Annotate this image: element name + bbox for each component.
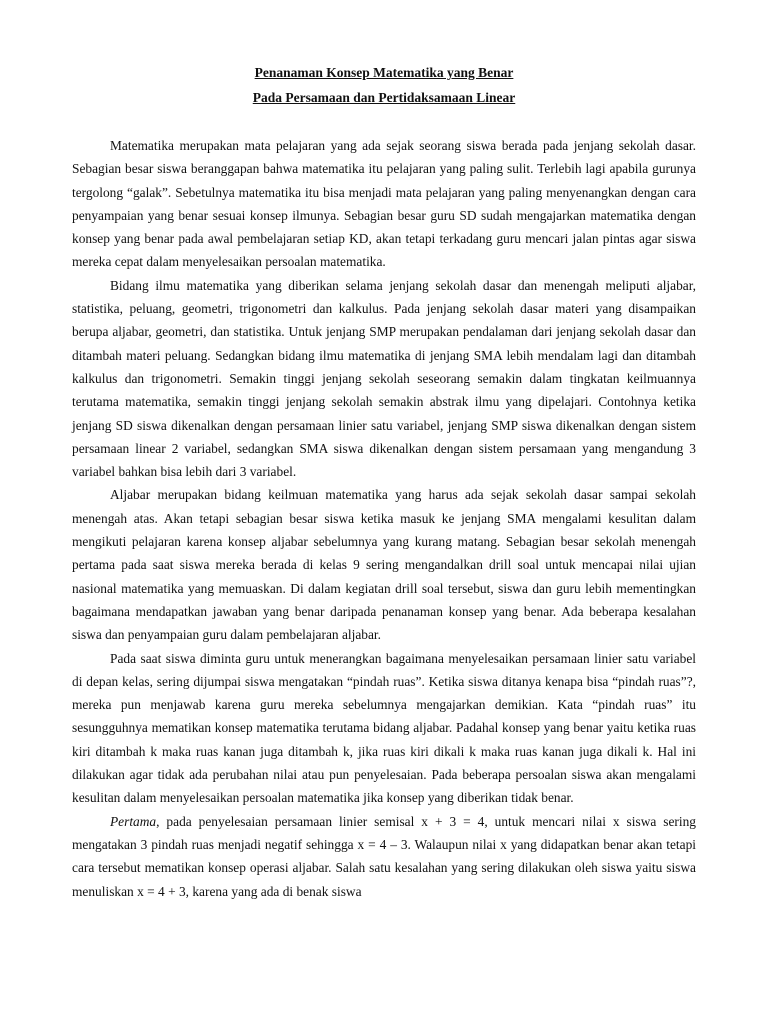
paragraph-1: Matematika merupakan mata pelajaran yang ada sejak seorang siswa berada pada jenjang sekolah dasar. Sebagian besar siswa beranggapan bahwa matematika itu pelajaran yang paling sulit. Terlebih lagi apabila gurunya tergolong “galak”. Sebetulnya matematika itu bisa menjadi mata pelajaran yang paling menyenangkan dengan cara penyampaian yang benar sesuai konsep ilmunya. Sebagian besar guru SD sudah mengajarkan matematika dengan konsep yang benar pada awal pembelajaran setiap KD, akan tetapi terkadang guru mencari jalan pintas agar siswa mereka cepat dalam menyelesaikan persoalan matematika. [72,138,696,270]
title-block [72,60,696,110]
paragraph-4: Pada saat siswa diminta guru untuk menerangkan bagaimana menyelesaikan persamaan linier satu variabel di depan kelas, sering dijumpai siswa mengatakan “pindah ruas”. Ketika siswa ditanya kenapa bisa “pindah ruas”?, mereka pun menjawab karena guru mereka sebelumnya mengajarkan demikian. Kata “pindah ruas” itu sesungguhnya mematikan konsep matematika terutama bidang aljabar. Padahal konsep yang benar yaitu ketika ruas kiri ditambah k maka ruas kanan juga ditambah k, jika ruas kiri dikali k maka ruas kanan juga dikali k. Hal ini dilakukan agar tidak ada perubahan nilai atau pun penyelesaian. Pada beberapa persoalan siswa akan mengalami kesulitan dalam menyelesaikan persoalan matematika jika konsep yang diberikan tidak benar. [72,650,696,806]
paragraph-3: Aljabar merupakan bidang keilmuan matematika yang harus ada sejak sekolah dasar sampai sekolah menengah atas. Akan tetapi sebagian besar siswa ketika masuk ke jenjang SMA mengalami kesulitan dalam mengikuti pelajaran karena konsep aljabar sebelumnya yang kurang matang. Sebagian besar sekolah menengah pertama pada saat siswa mereka berada di kelas 9 sering mengandalkan drill soal untuk mencapai nilai ujian nasional matematika yang memuaskan. Di dalam kegiatan drill soal tersebut, siswa dan guru lebih mementingkan bagaimana mendapatkan jawaban yang benar daripada penanaman konsep yang benar. Ada beberapa kesalahan siswa dan penyampaian guru dalam pembelajaran aljabar. [72,487,696,643]
document-subtitle: Pada Persamaan dan Pertidaksamaan Linear [252,90,516,105]
paragraph-5-lead: Pertama [110,813,157,829]
paragraph-2: Bidang ilmu matematika yang diberikan selama jenjang sekolah dasar dan menengah meliputi aljabar, statistika, peluang, geometri, trigonometri dan kalkulus. Pada jenjang sekolah dasar materi yang disampaikan berupa aljabar, geometri, dan statistika. Untuk jenjang SMP merupakan pendalaman dari jenjang sekolah dasar dan ditambah materi peluang. Sedangkan bidang ilmu matematika di jenjang SMA lebih mendalam lagi dan ditambah kalkulus dan trigonometri. Semakin tinggi jenjang sekolah seseorang semakin dalam tingkatan keilmuannya terutama matematika, semakin tinggi jenjang sekolah semakin abstrak ilmu yang dipelajari. Contohnya ketika jenjang SD siswa dikenalkan dengan persamaan linier satu variabel, jenjang SMP siswa dikenalkan dengan sistem persamaan linear 2 variabel, sedangkan SMA siswa dikenalkan dengan sistem persamaan yang mengandung 3 variabel bahkan bisa lebih dari 3 variabel. [72,277,696,480]
document-title: Penanaman Konsep Matematika yang Benar [254,65,514,80]
paragraph-5-text: , pada penyelesaian persamaan linier semisal x + 3 = 4, untuk mencari nilai x siswa sering mengatakan 3 pindah ruas menjadi negatif sehingga x = 4 – 3. Walaupun nilai x yang didapatkan benar akan tetapi cara tersebut mematikan konsep operasi aljabar. Salah satu kesalahan yang sering dilakukan oleh siswa yaitu siswa menuliskan x = 4 + 3, karena yang ada di benak siswa [72,813,696,899]
paragraph-5 [72,810,696,903]
